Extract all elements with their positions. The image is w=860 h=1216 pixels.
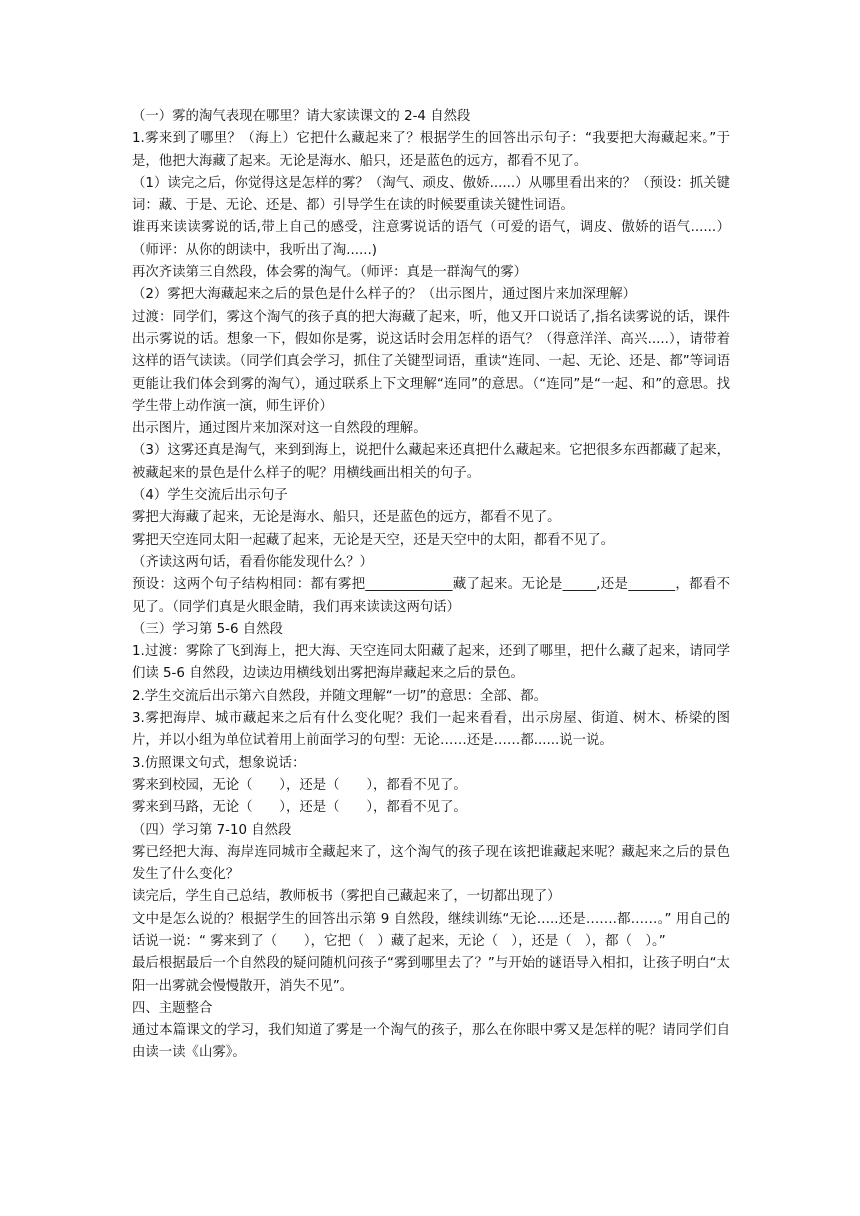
section-heading: 四、主题整合 — [132, 1000, 213, 1016]
document-page — [132, 106, 730, 1065]
paragraph: （2）雾把大海藏起来之后的景色是什么样子的？（出示图片，通过图片来加深理解） — [132, 287, 636, 303]
paragraph: 通过本篇课文的学习，我们知道了雾是一个淘气的孩子，那么在你眼中雾又是怎样的呢？请同学们自由读一读《山雾》。 — [132, 1023, 730, 1061]
fill-in-sentence: 雾来到马路，无论（ ），还是（ ），都看不见了。 — [132, 800, 467, 816]
paragraph: 最后根据最后一个自然段的疑问随机问孩子“雾到哪里去了？”与开始的谜语导入相扣，让孩子明白“太阳一出雾就会慢慢散开，消失不见”。 — [132, 956, 730, 994]
paragraph: 文中是怎么说的？根据学生的回答出示第 9 自然段，继续训练“无论…..还是…….都……。” 用自己的话说一说：“ 雾来到了（ ），它把（ ）藏了起来，无论（ ），还是（ ），都（ ）。” — [132, 911, 730, 949]
fill-in-sentence: 雾来到校园，无论（ ），还是（ ），都看不见了。 — [132, 777, 467, 793]
paragraph: 2.学生交流后出示第六自然段，并随文理解“一切”的意思：全部、都。 — [132, 688, 547, 704]
paragraph: 过渡：同学们，雾这个淘气的孩子真的把大海藏了起来，听，他又开口说话了,指名读雾说的话，课件出示雾说的话。想象一下，假如你是雾，说这话时会用怎样的语气？（得意洋洋、高兴.....），请带着这样的语气读读。（同学们真会学习，抓住了关键型词语，重读“连同、一起、无论、还是、都”等词语更能让我们体会到雾的淘气），通过联系上下文理解“连同”的意思。（“连同”是“一起、和”的意思。找学生带上动作演一演，师生评价） — [132, 309, 730, 414]
paragraph: 3.仿照课文句式，想象说话： — [132, 755, 306, 771]
paragraph: 出示图片，通过图片来加深对这一自然段的理解。 — [132, 421, 427, 437]
paragraph: 谁再来读读雾说的话,带上自己的感受，注意雾说话的语气（可爱的语气，调皮、傲娇的语气......）（师评：从你的朗读中，我听出了淘......) — [132, 220, 730, 258]
paragraph: （齐读这两句话，看看你能发现什么？） — [132, 554, 374, 570]
section-heading: （三）学习第 5-6 自然段 — [132, 621, 283, 637]
paragraph: 读完后，学生自己总结，教师板书（雾把自己藏起来了，一切都出现了） — [132, 889, 561, 905]
paragraph: 预设：这两个句子结构相同：都有雾把_____________藏了起来。无论是_____,还是_______，都看不见了。（同学们真是火眼金睛，我们再来读读这两句话） — [132, 577, 730, 615]
paragraph: （1）读完之后，你觉得这是怎样的雾？（淘气、顽皮、傲娇......）从哪里看出来的？（预设：抓关键词：藏、于是、无论、还是、都）引导学生在读的时候要重读关键性词语。 — [132, 175, 730, 214]
paragraph: （4）学生交流后出示句子 — [132, 488, 288, 504]
paragraph: 1.雾来到了哪里？（海上）它把什么藏起来了？根据学生的回答出示句子：“我要把大海藏起来。”于是，他把大海藏了起来。无论是海水、船只，还是蓝色的远方，都看不见了。 — [132, 131, 730, 169]
paragraph: 雾已经把大海、海岸连同城市全藏起来了，这个淘气的孩子现在该把谁藏起来呢？藏起来之后的景色发生了什么变化？ — [132, 844, 730, 883]
example-sentence: 雾把天空连同太阳一起藏了起来，无论是天空，还是天空中的太阳，都看不见了。 — [132, 532, 615, 548]
section-heading: （一）雾的淘气表现在哪里？请大家读课文的 2-4 自然段 — [132, 109, 471, 124]
paragraph: 3.雾把海岸、城市藏起来之后有什么变化呢？我们一起来看看，出示房屋、街道、树木、桥梁的图片，并以小组为单位试着用上前面学习的句型：无论……还是……都......说一说。 — [132, 711, 730, 749]
example-sentence: 雾把大海藏了起来，无论是海水、船只，还是蓝色的远方，都看不见了。 — [132, 510, 561, 526]
paragraph: 1.过渡：雾除了飞到海上，把大海、天空连同太阳藏了起来，还到了哪里，把什么藏了起来，请同学们读 5-6 自然段，边读边用横线划出雾把海岸藏起来之后的景色。 — [132, 644, 730, 682]
paragraph: 再次齐读第三自然段，体会雾的淘气。（师评：真是一群淘气的雾） — [132, 265, 528, 281]
paragraph: （3）这雾还真是淘气，来到到海上，说把什么藏起来还真把什么藏起来。它把很多东西都藏了起来，被藏起来的景色是什么样子的呢？用横线画出相关的句子。 — [132, 443, 730, 481]
section-heading: （四）学习第 7-10 自然段 — [132, 822, 292, 838]
